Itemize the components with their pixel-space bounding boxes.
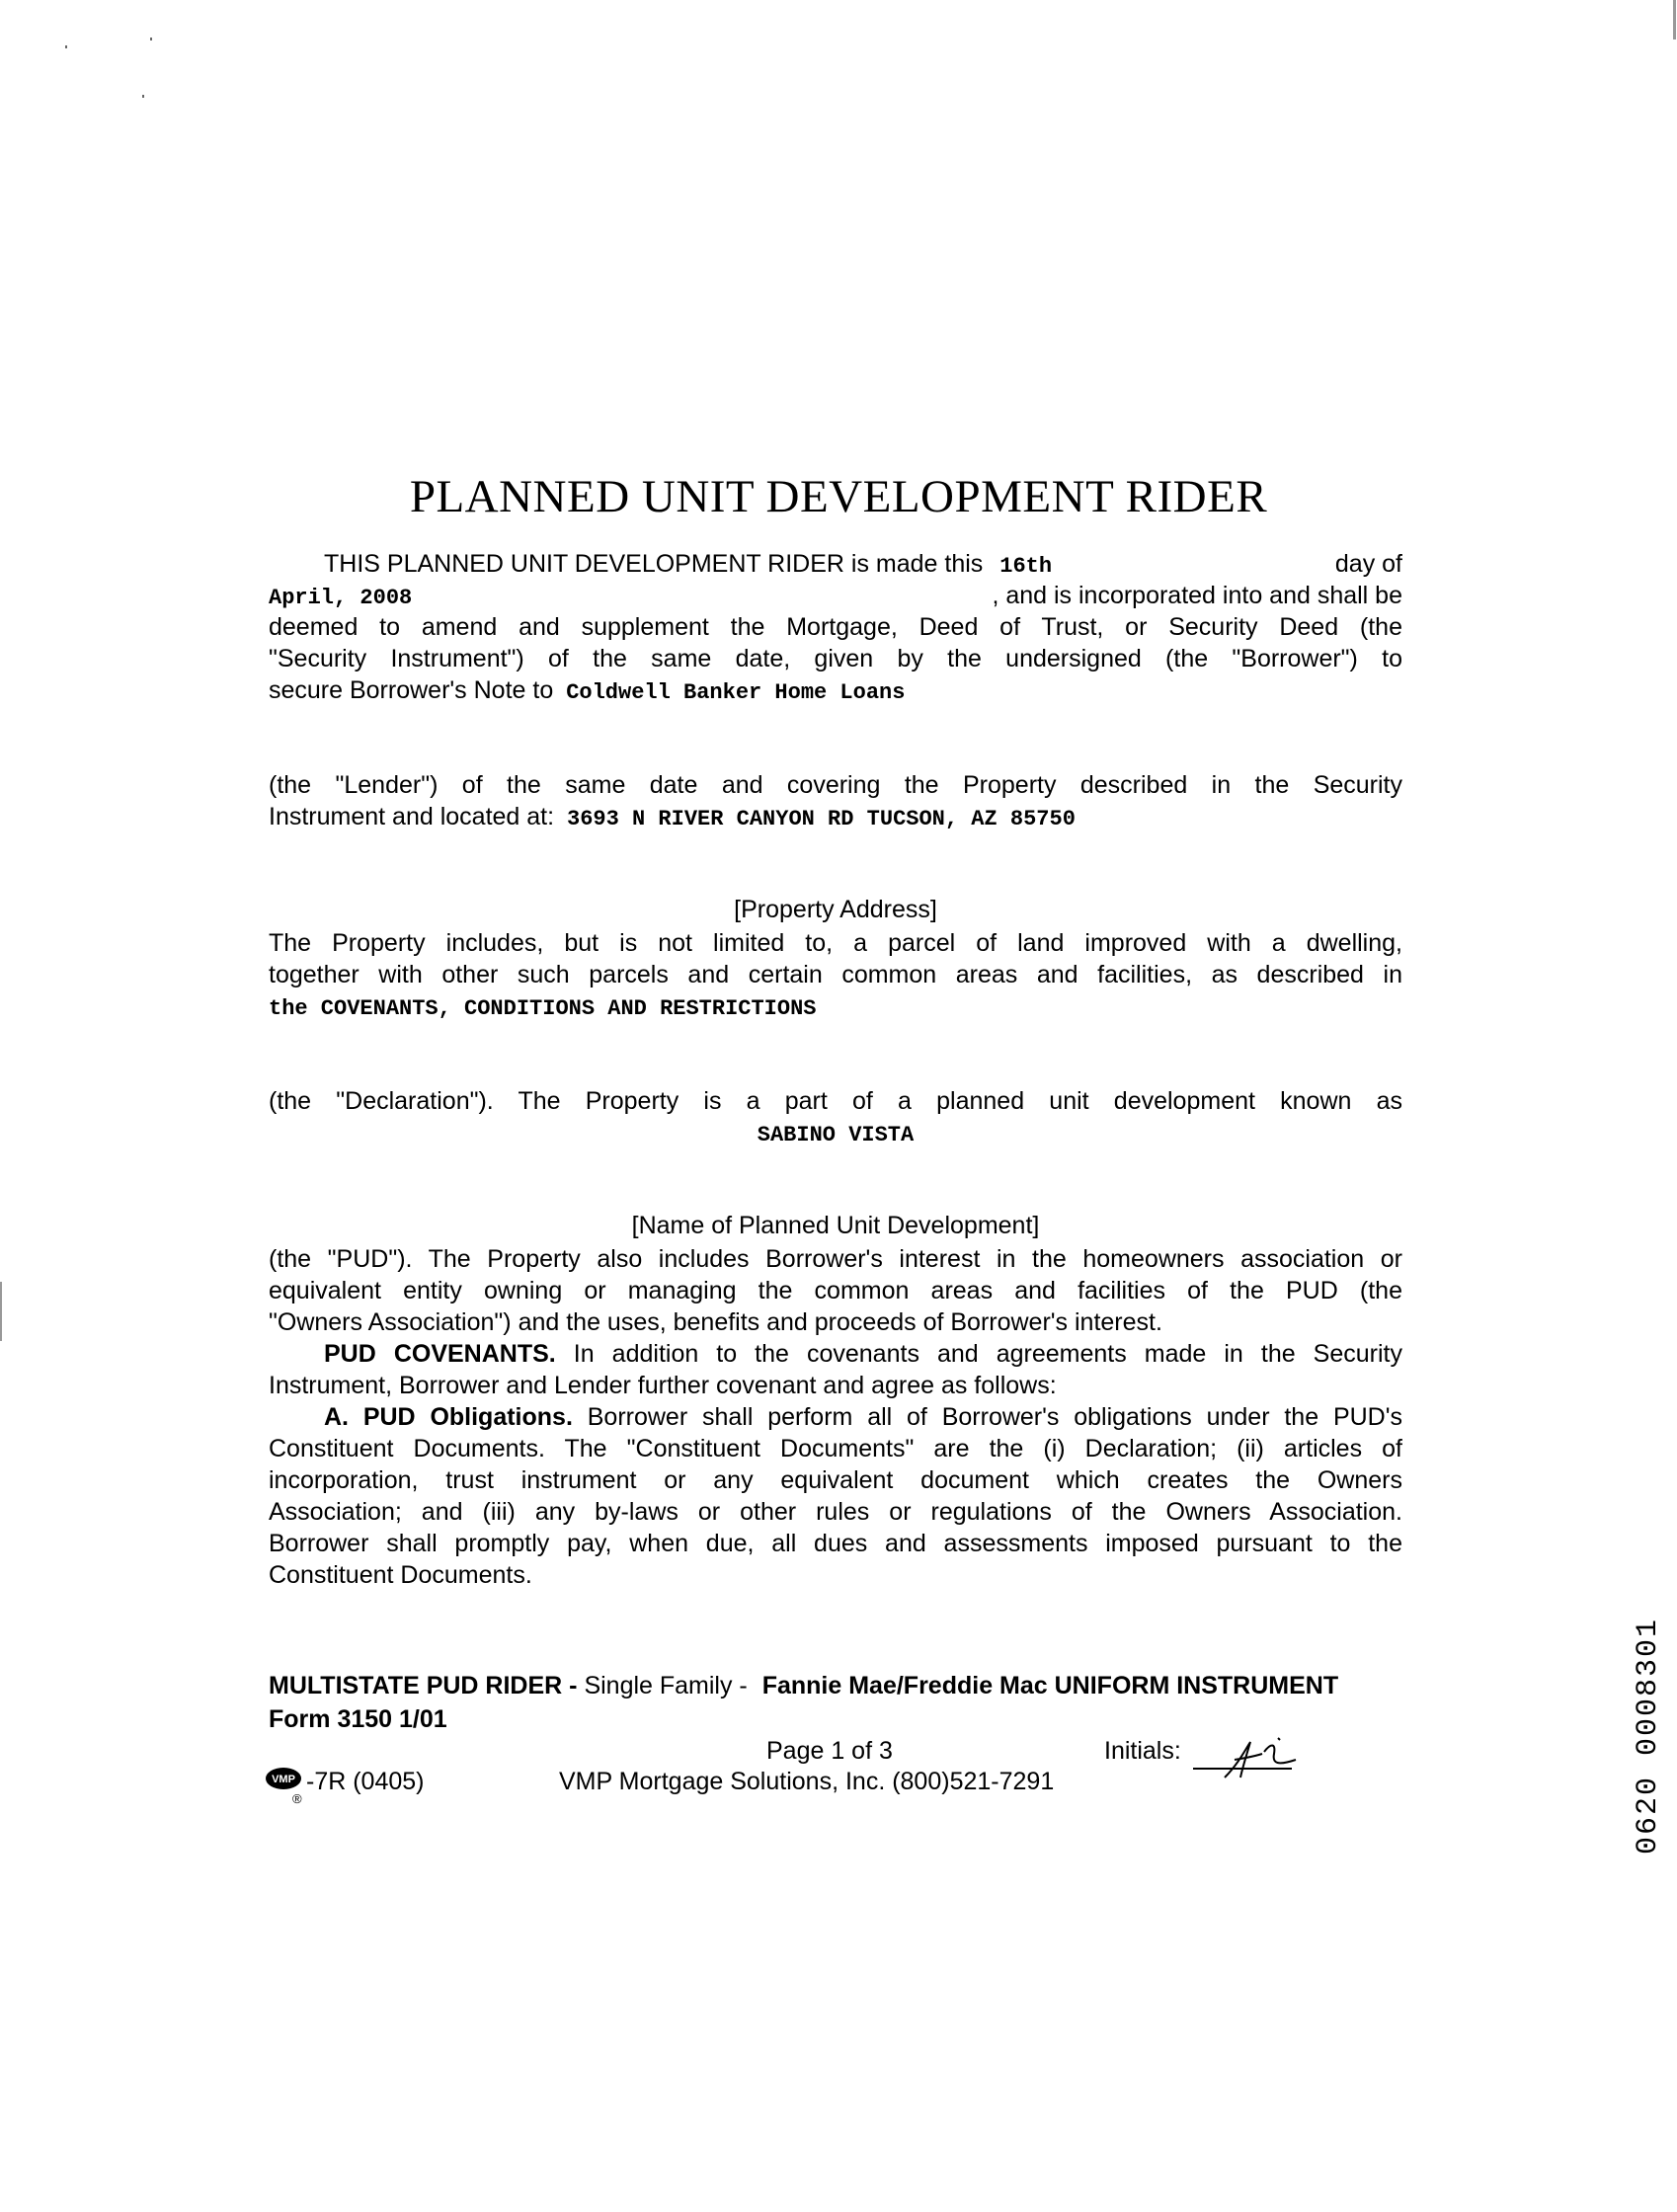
obligations-line-5: Borrower shall promptly pay, when due, all dues and assessments imposed pursuant to the xyxy=(269,1530,1402,1557)
intro-lead: THIS PLANNED UNIT DEVELOPMENT RIDER is made this xyxy=(324,550,984,578)
footer-fannie-freddie: Fannie Mae/Freddie Mac UNIFORM INSTRUMENT xyxy=(761,1672,1339,1699)
lender-line-2 xyxy=(269,801,1402,835)
property-address-label: [Property Address] xyxy=(734,896,937,923)
declaration-name: the COVENANTS, CONDITIONS AND RESTRICTIONS xyxy=(269,996,817,1021)
property-address: 3693 N RIVER CANYON RD TUCSON, AZ 85750 xyxy=(567,807,1076,831)
obligations-line-1 xyxy=(269,1401,1402,1433)
pud-line-1: (the "PUD"). The Property also includes Borrower's interest in the homeowners association or xyxy=(269,1245,1402,1273)
day-value: 16th xyxy=(999,554,1053,579)
incorporated-text: , and is incorporated into and shall be xyxy=(992,582,1402,609)
intro-line-2 xyxy=(269,580,1402,614)
registered-mark: ® xyxy=(292,1791,302,1806)
scan-edge-mark xyxy=(1673,0,1676,40)
scan-edge-mark xyxy=(0,1282,2,1341)
lender-line-1: (the "Lender") of the same date and covering the Property described in the Security xyxy=(269,771,1402,799)
declaration-line-1: (the "Declaration"). The Property is a part of a planned unit development known as xyxy=(269,1087,1402,1115)
intro-line-3: deemed to amend and supplement the Mortgage, Deed of Trust, or Security Deed (the xyxy=(269,613,1402,641)
property-line-1: The Property includes, but is not limited to, a parcel of land improved with a dwelling, xyxy=(269,929,1402,957)
lender-name: Coldwell Banker Home Loans xyxy=(566,680,906,705)
obligations-heading: A. PUD Obligations. xyxy=(324,1403,573,1431)
side-stamp-number xyxy=(1616,1590,1675,1856)
property-line-2: together with other such parcels and certain common areas and facilities, as described in xyxy=(269,961,1402,988)
covenants-text: In addition to the covenants and agreements made in the Security xyxy=(573,1340,1402,1368)
pud-line-2: equivalent entity owning or managing the common areas and facilities of the PUD (the xyxy=(269,1277,1402,1304)
scan-speck xyxy=(150,38,152,40)
initials-label: Initials: xyxy=(1104,1737,1181,1765)
footer-rider-title: MULTISTATE PUD RIDER - xyxy=(269,1672,578,1699)
obligations-line-2: Constituent Documents. The "Constituent Documents" are the (i) Declaration; (ii) articles of xyxy=(269,1435,1402,1462)
pud-name: SABINO VISTA xyxy=(757,1123,915,1147)
intro-line-5 xyxy=(269,674,1402,709)
footer-form-number: Form 3150 1/01 xyxy=(269,1705,447,1733)
initials-signature xyxy=(1217,1734,1306,1783)
covenants-line-2: Instrument, Borrower and Lender further covenant and agree as follows: xyxy=(269,1372,1057,1399)
note-lead: secure Borrower's Note to xyxy=(269,676,554,704)
form-code: -7R (0405) xyxy=(306,1768,425,1795)
footer-form-title xyxy=(269,1672,1338,1700)
intro-line-1 xyxy=(269,548,1402,583)
intro-line-4: "Security Instrument") of the same date, given by the undersigned (the "Borrower") to xyxy=(269,645,1402,672)
pud-name-label: [Name of Planned Unit Development] xyxy=(631,1212,1040,1239)
located-at-lead: Instrument and located at: xyxy=(269,803,555,830)
date-value: April, 2008 xyxy=(269,586,413,610)
scan-speck xyxy=(142,95,144,98)
day-of-label: day of xyxy=(1334,550,1402,578)
covenants-line-1 xyxy=(269,1338,1402,1370)
vmp-company-info: VMP Mortgage Solutions, Inc. (800)521-7291 xyxy=(559,1768,1055,1795)
property-line-3 xyxy=(269,990,1402,1025)
side-stamp-text: 0620 0008301 xyxy=(1632,1617,1665,1855)
vmp-logo-text: VMP xyxy=(272,1774,295,1785)
obligations-text: Borrower shall perform all of Borrower's obligations under the PUD's xyxy=(587,1403,1403,1431)
obligations-line-4: Association; and (iii) any by-laws or other rules or regulations of the Owners Association. xyxy=(269,1498,1402,1526)
obligations-line-6: Constituent Documents. xyxy=(269,1561,532,1589)
obligations-line-3: incorporation, trust instrument or any equivalent document which creates the Owners xyxy=(269,1466,1402,1494)
scan-speck xyxy=(65,45,67,48)
document-title: PLANNED UNIT DEVELOPMENT RIDER xyxy=(409,471,1268,522)
declaration-line-2 xyxy=(269,1117,1402,1151)
page-indicator: Page 1 of 3 xyxy=(766,1737,893,1765)
vmp-logo xyxy=(265,1767,302,1790)
covenants-heading: PUD COVENANTS. xyxy=(324,1340,556,1368)
footer-single-family: Single Family - xyxy=(584,1672,748,1699)
pud-line-3: "Owners Association") and the uses, benefits and proceeds of Borrower's interest. xyxy=(269,1308,1162,1336)
